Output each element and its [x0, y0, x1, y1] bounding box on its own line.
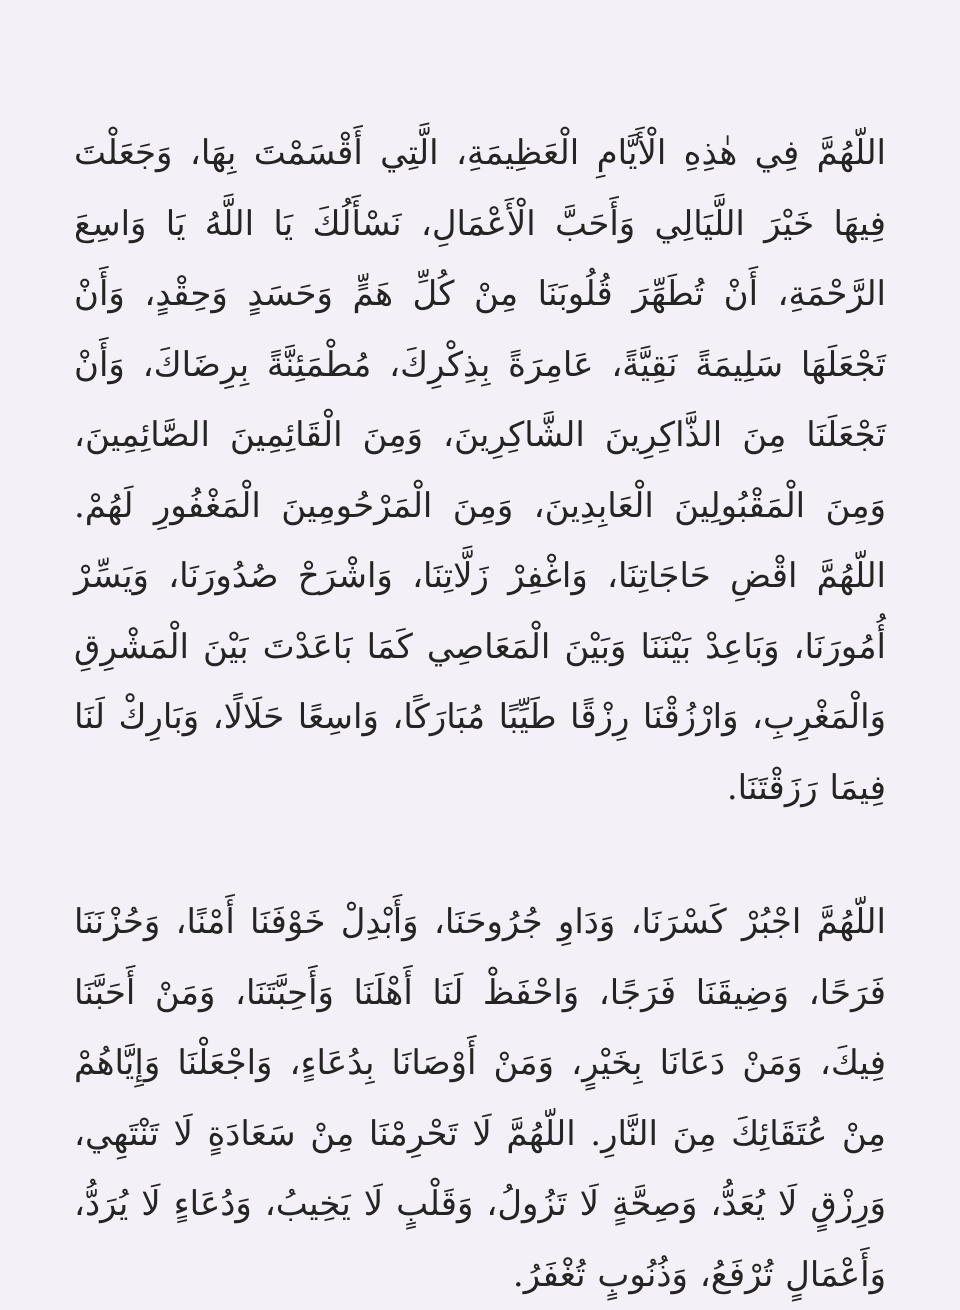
dua-paragraph-2: اللّهُمَّ اجْبُرْ كَسْرَنَا، وَدَاوِ جُرُوحَنَا، وَأَبْدِلْ خَوْفَنَا أَمْنًا، وَحُزْنَنَا فَرَحًا، وَضِيقَنَا فَرَجًا، وَاحْفَظْ لَنَا أَهْلَنَا وَأَحِبَّتَنَا، وَمَنْ أَحَبَّنَا فِيكَ، وَمَنْ دَعَانَا بِخَيْرٍ، وَمَنْ أَوْصَانَا بِدُعَاءٍ، وَاجْعَلْنَا وَإِيَّاهُمْ مِنْ عُتَقَائِكَ مِنَ النَّارِ. اللّهُمَّ لَا تَحْرِمْنَا مِنْ سَعَادَةٍ لَا تَنْتَهِي، وَرِزْقٍ لَا يُعَدُّ، وَصِحَّةٍ لَا تَزُولُ، وَقَلْبٍ لَا يَخِيبُ، وَدُعَاءٍ لَا يُرَدُّ، وَأَعْمَالٍ تُرْفَعُ، وَذُنُوبٍ تُغْفَرُ.	[74, 902, 886, 1295]
dua-paragraph-1: اللّهُمَّ فِي هٰذِهِ الْأَيَّامِ الْعَظِيمَةِ، الَّتِي أَقْسَمْتَ بِهَا، وَجَعَلْتَ فِيهَا خَيْرَ اللَّيَالِي وَأَحَبَّ الْأَعْمَالِ، نَسْأَلُكَ يَا اللَّهُ يَا وَاسِعَ الرَّحْمَةِ، أَنْ تُطَهِّرَ قُلُوبَنَا مِنْ كُلِّ هَمٍّ وَحَسَدٍ وَحِقْدٍ، وَأَنْ تَجْعَلَهَا سَلِيمَةً نَقِيَّةً، عَامِرَةً بِذِكْرِكَ، مُطْمَئِنَّةً بِرِضَاكَ، وَأَنْ تَجْعَلَنَا مِنَ الذَّاكِرِينَ الشَّاكِرِينَ، وَمِنَ الْقَائِمِينَ الصَّائِمِينَ، وَمِنَ الْمَقْبُولِينَ الْعَابِدِينَ، وَمِنَ الْمَرْحُومِينَ الْمَغْفُورِ لَهُمْ. اللّهُمَّ اقْضِ حَاجَاتِنَا، وَاغْفِرْ زَلَّاتِنَا، وَاشْرَحْ صُدُورَنَا، وَيَسِّرْ أُمُورَنَا، وَبَاعِدْ بَيْنَنَا وَبَيْنَ الْمَعَاصِي كَمَا بَاعَدْتَ بَيْنَ الْمَشْرِقِ وَالْمَغْرِبِ، وَارْزُقْنَا رِزْقًا طَيِّبًا مُبَارَكًا، وَاسِعًا حَلَالًا، وَبَارِكْ لَنَا فِيمَا رَزَقْتَنَا.	[74, 133, 886, 808]
